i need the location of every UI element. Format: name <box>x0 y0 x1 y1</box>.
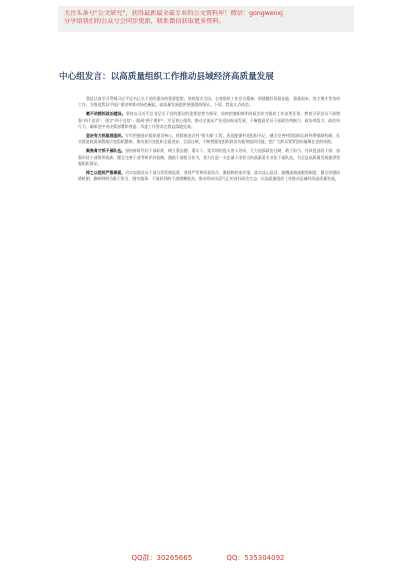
promo-banner-line2: 分享给我们的公众号会同步更新，联系微信获取更多资料。 <box>64 18 225 25</box>
article-paragraph <box>78 96 340 108</box>
article-paragraph <box>78 133 340 145</box>
footer-group: QQ群：30265665 <box>131 554 193 562</box>
paragraph-heading: 坚决有力抓基层组织。 <box>86 133 126 139</box>
footer-qq: QQ：535304092 <box>226 554 285 562</box>
promo-banner-line1: 关注头条号"公文研究"，获得最新最全最专业的公文资料库！微信：gongwenxj <box>64 10 283 17</box>
article-paragraph <box>78 111 340 130</box>
paragraph-text: 我县认真学习贯彻习近平总书记关于党的建设的重要思想，坚持落实全国、全省组织工作会议精神，围绕做好选贤任能、强基固本、育才聚才等各项工作，为推进我县"四县"建设和推动绿色崛起、高质量发展提供坚强组织保证。下面，我谈几点体会。 <box>78 96 340 108</box>
paragraph-text: 坚持以习近平总书记关于党的建设的重要思想为指导，始终把旗帜鲜明讲政治作为组织工作首要任务，教育引导党员干部增强"四个意识"、坚定"四个自信"、做到"两个维护"，牢记初心使命，推动全面从严治党向纵深发展，不断提高党员干部政治判断力、政治领悟力、政治执行力，确保党中央决策部署和省委、市委工作要求在我县落地见效。 <box>78 111 340 129</box>
promo-banner <box>58 6 354 32</box>
article-title: 中心组发言：以高质量组织工作推动县域经济高质量发展 <box>59 72 274 82</box>
contact-footer <box>60 553 356 563</box>
article-paragraph <box>78 148 340 167</box>
paragraph-heading: 毫不动摇抓政治建设。 <box>86 111 126 117</box>
article-body <box>78 96 340 536</box>
paragraph-text: 切实加强党员干部日常管理监督，坚持严管和厚爱结合、激励和约束并重，落实谈心谈话、提醒函询诫勉等制度，健全容错纠错机制，旗帜鲜明为敢于担当、踏实做事、不谋私利的干部撑腰鼓劲，推动形成风清气正的良好政治生态，以高质量组织工作推动县域经济高质量发展。 <box>78 170 340 182</box>
article-paragraph <box>78 170 340 182</box>
paragraph-text: 坚持新时代好干部标准，树立重品德、重实干、重实绩的选人用人导向，大力选拔政治过硬、敢于担当、作风优良的干部，加强年轻干部培养选拔，健全完善干部考核评价机制，激励干部担当作为，着力打造一支忠诚干净担当的高素质专业化干部队伍，为全县高质量发展提供坚强组织保证。 <box>78 148 340 166</box>
paragraph-heading: 聚焦育才抓干部队伍。 <box>86 148 126 154</box>
paragraph-text: 牢牢把握基层组织建设核心，持续推进农村"领头雁"工程，选优配强村党组织书记，健全完善村级组织运转经费保障机制，扎实推进软弱涣散基层党组织整顿，推动基层党组织全面进步、全面过硬，不断增强党组织政治功能和组织功能，把广大群众紧紧团结凝聚在党的周围。 <box>78 133 340 145</box>
paragraph-heading: 持之以恒抓严管厚爱。 <box>86 170 126 176</box>
